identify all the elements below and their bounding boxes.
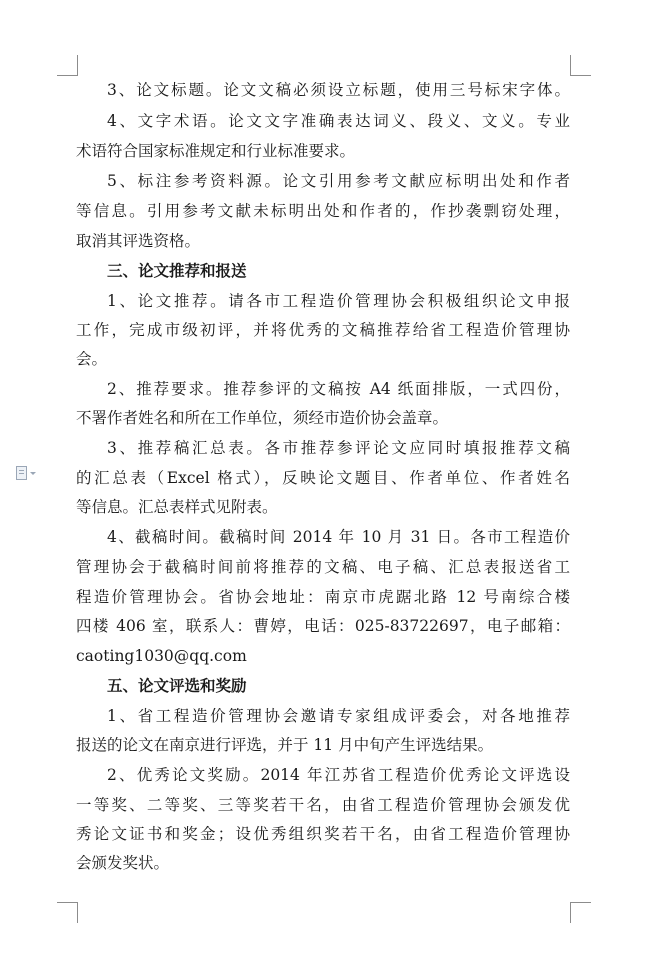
crop-mark-top-left — [57, 55, 78, 76]
crop-mark-bottom-right — [570, 902, 591, 923]
body-line: 四楼 406 室，联系人：曹婷，电话：025-83722697，电子邮箱： — [76, 617, 570, 635]
body-line: 会。 — [76, 350, 108, 368]
section-heading: 五、论文评选和奖励 — [107, 676, 247, 695]
body-line: 秀论文证书和奖金；设优秀组织奖若干名，由省工程造价管理协 — [76, 825, 570, 843]
body-line: 4、文字术语。论文文字准确表达词义、段义、文义。专业 — [107, 112, 570, 130]
crop-mark-bottom-left — [57, 902, 78, 923]
body-line: 管理协会于截稿时间前将推荐的文稿、电子稿、汇总表报送省工 — [76, 558, 570, 576]
body-line: 4、截稿时间。截稿时间 2014 年 10 月 31 日。各市工程造价 — [107, 528, 570, 546]
crop-mark-top-right — [570, 55, 591, 76]
body-line: 1、省工程造价管理协会邀请专家组成评委会，对各地推荐 — [107, 707, 570, 725]
body-line: 3、推荐稿汇总表。各市推荐参评论文应同时填报推荐文稿 — [107, 439, 570, 457]
body-line: 2、推荐要求。推荐参评的文稿按 A4 纸面排版，一式四份， — [107, 380, 570, 398]
body-line: 报送的论文在南京进行评选，并于 11 月中旬产生评选结果。 — [76, 736, 494, 754]
body-line: 3、论文标题。论文文稿必须设立标题，使用三号标宋字体。 — [107, 81, 570, 99]
body-line: 程造价管理协会。省协会地址：南京市虎踞北路 12 号南综合楼 — [76, 588, 570, 606]
body-line: 5、标注参考资料源。论文引用参考文献应标明出处和作者 — [107, 172, 570, 190]
body-line: 等信息。引用参考文献未标明出处和作者的，作抄袭剽窃处理， — [76, 202, 570, 220]
body-line: 1、论文推荐。请各市工程造价管理协会积极组织论文申报 — [107, 292, 570, 310]
body-line: 取消其评选资格。 — [76, 232, 201, 250]
page-sheet-icon — [16, 466, 27, 480]
dropdown-caret-icon — [30, 472, 36, 475]
body-line: 工作，完成市级初评，并将优秀的文稿推荐给省工程造价管理协 — [76, 321, 570, 339]
email-address: caoting1030@qq.com — [76, 647, 247, 665]
body-line: 一等奖、二等奖、三等奖若干名，由省工程造价管理协会颁发优 — [76, 796, 570, 814]
body-line: 的汇总表（Excel 格式），反映论文题目、作者单位、作者姓名 — [76, 469, 570, 487]
body-line: 术语符合国家标准规定和行业标准要求。 — [76, 142, 356, 160]
section-heading: 三、论文推荐和报送 — [107, 261, 247, 280]
body-line: 会颁发奖状。 — [76, 854, 170, 872]
body-line: 等信息。汇总表样式见附表。 — [76, 498, 278, 516]
body-line: 2、优秀论文奖励。2014 年江苏省工程造价优秀论文评选设 — [107, 766, 570, 784]
document-icon[interactable] — [16, 465, 42, 481]
body-line: 不署作者姓名和所在工作单位，须经市造价协会盖章。 — [76, 409, 449, 427]
